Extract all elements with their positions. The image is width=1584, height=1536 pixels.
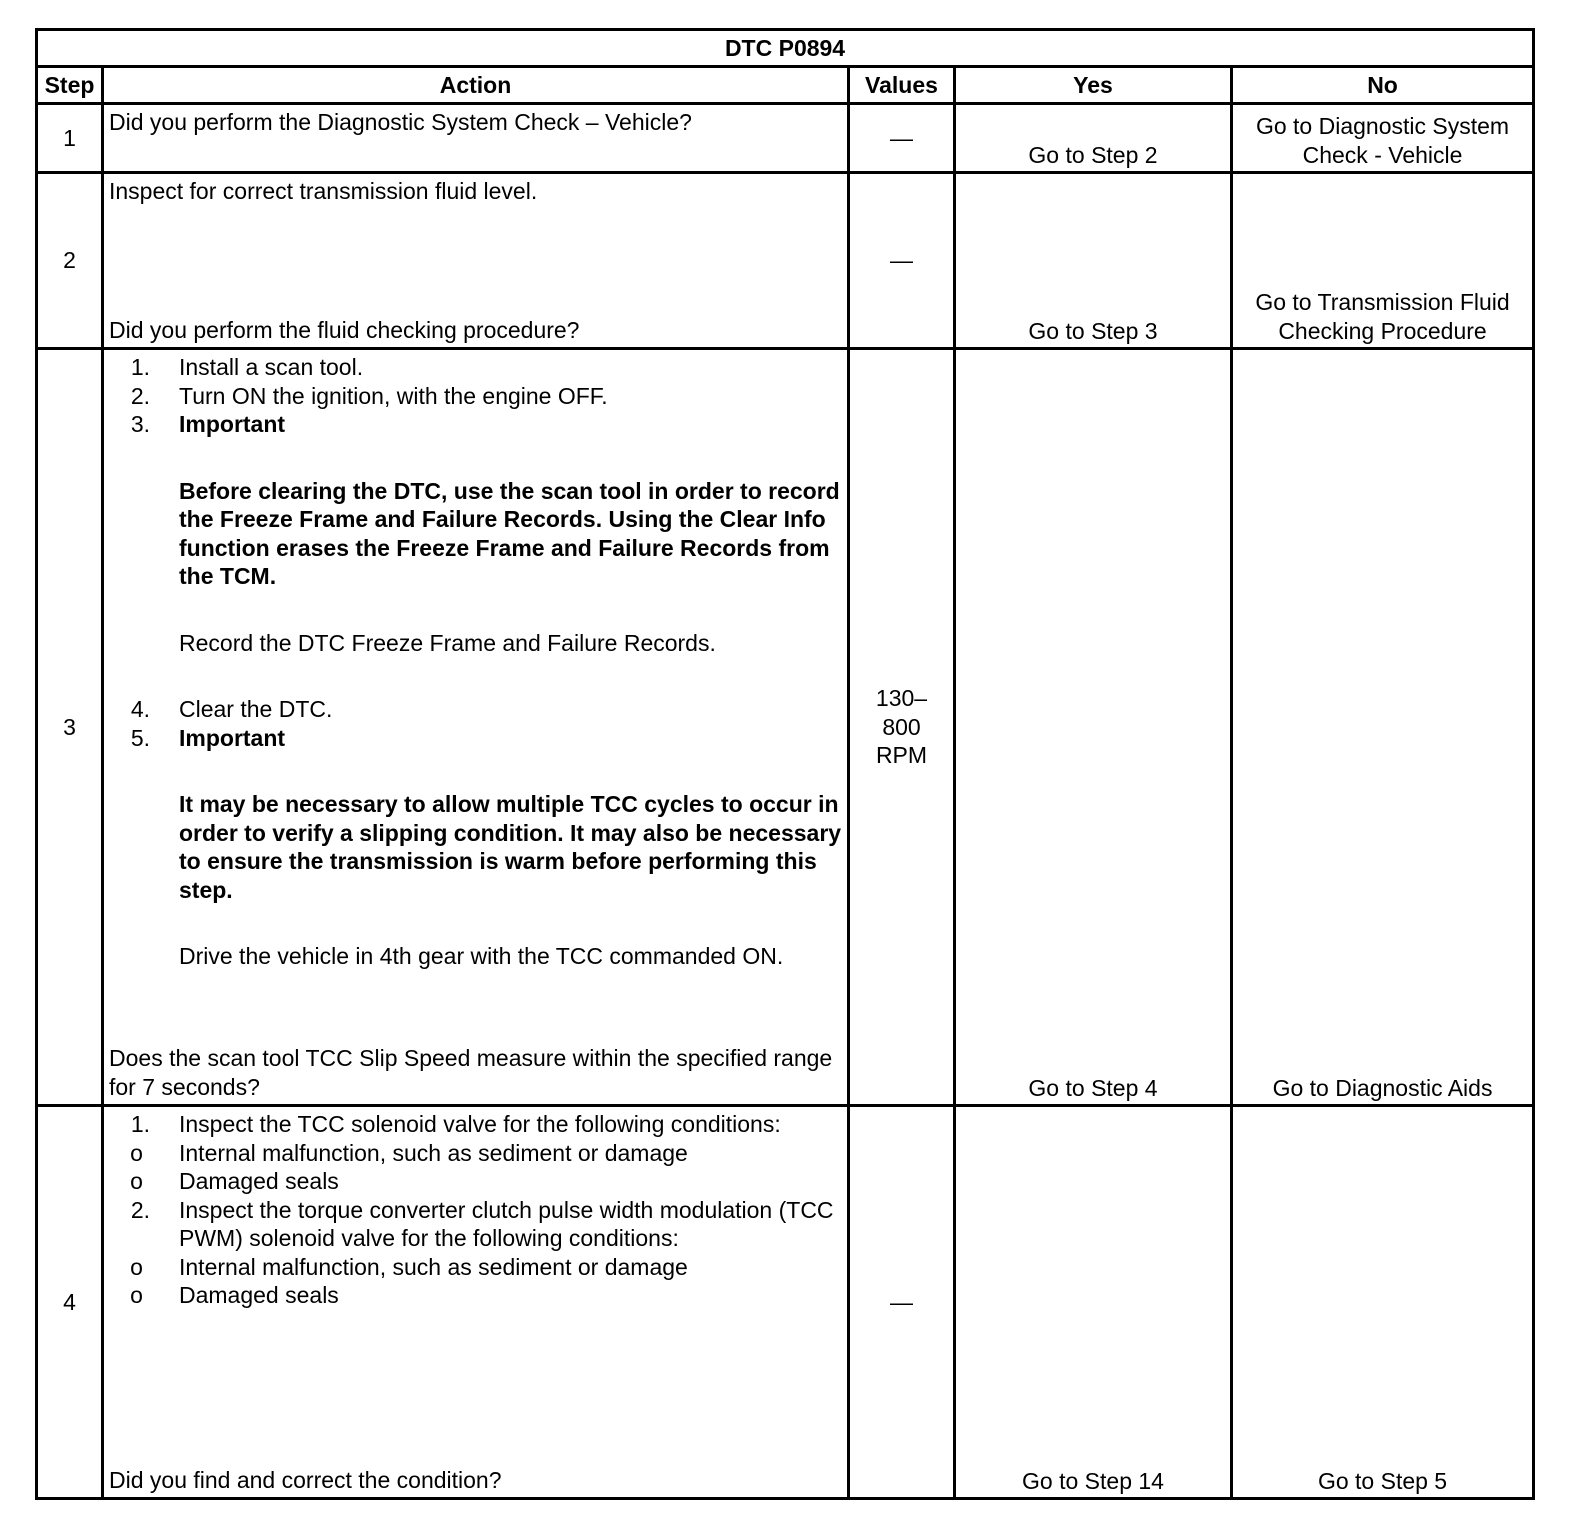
list-item xyxy=(109,1196,843,1310)
item-text: Install a scan tool. xyxy=(179,354,364,380)
item-number: 1. xyxy=(130,1111,150,1137)
no-cell xyxy=(1232,349,1534,1106)
item-text: Clear the DTC. xyxy=(179,696,333,722)
sub-item-text: Internal malfunction, such as sediment or damage xyxy=(179,1253,688,1280)
sub-list-item xyxy=(80,1139,843,1168)
action-question: Does the scan tool TCC Slip Speed measure within the specified range for 7 seconds? xyxy=(109,1045,833,1100)
list-item xyxy=(109,695,843,724)
sub-list xyxy=(80,1139,843,1196)
list-item xyxy=(109,353,843,382)
step-number: 1 xyxy=(37,104,103,173)
sub-list-item xyxy=(80,1167,843,1196)
values-cell: 130– 800 RPM xyxy=(849,349,955,1106)
table-row xyxy=(37,173,1534,349)
step-number: 4 xyxy=(37,1106,103,1499)
important-heading: Important xyxy=(179,724,286,751)
values-cell: — xyxy=(849,104,955,173)
list-item xyxy=(109,1110,843,1196)
no-cell xyxy=(1232,1106,1534,1499)
item-text: Drive the vehicle in 4th gear with the TCC commanded ON. xyxy=(179,943,784,969)
yes-cell xyxy=(955,349,1232,1106)
no-action: Go to Diagnostic Aids xyxy=(1272,1074,1493,1101)
list-item xyxy=(109,382,843,411)
item-text: Turn ON the ignition, with the engine OFF. xyxy=(179,382,608,409)
action-question: Did you perform the fluid checking procedure? xyxy=(109,316,580,343)
header-no: No xyxy=(1232,67,1534,104)
action-cell xyxy=(103,173,849,349)
header-row xyxy=(37,67,1534,104)
item-number: 2. xyxy=(130,1196,150,1223)
action-question: Did you perform the Diagnostic System Check – Vehicle? xyxy=(109,109,692,135)
no-cell xyxy=(1232,104,1534,173)
sub-list xyxy=(80,1253,843,1310)
action-intro: Inspect for correct transmission fluid level. xyxy=(109,178,538,204)
action-question: Did you find and correct the condition? xyxy=(109,1466,502,1493)
important-note: Before clearing the DTC, use the scan tool in order to record the Freeze Frame and Failure Records. Using the Clear Info function erases the Freeze Frame and Failure Records from the TCM. xyxy=(179,477,840,589)
action-steps xyxy=(109,1110,843,1310)
values-cell: — xyxy=(849,1106,955,1499)
important-heading: Important xyxy=(179,411,286,437)
no-action: Go to Step 5 xyxy=(1317,1467,1448,1494)
values-cell: — xyxy=(849,173,955,349)
item-text: Inspect the torque converter clutch pulse width modulation (TCC PWM) solenoid valve for the following conditions: xyxy=(179,1196,834,1251)
important-note: It may be necessary to allow multiple TCC cycles to occur in order to verify a slipping condition. It may also be necessary to ensure the transmission is warm before performing this step. xyxy=(179,791,842,903)
list-item xyxy=(109,724,843,971)
sub-item-text: Damaged seals xyxy=(179,1282,339,1308)
header-yes: Yes xyxy=(955,67,1232,104)
bullet-icon: o xyxy=(130,1282,143,1308)
yes-cell xyxy=(955,104,1232,173)
item-number: 5. xyxy=(130,724,150,751)
bullet-icon: o xyxy=(130,1139,143,1166)
step-number: 3 xyxy=(37,349,103,1106)
action-cell xyxy=(103,1106,849,1499)
sub-list-item xyxy=(80,1253,843,1282)
item-number: 1. xyxy=(130,354,150,380)
no-action: Go to Transmission Fluid Checking Procedure xyxy=(1255,289,1510,344)
header-step: Step xyxy=(37,67,103,104)
list-item xyxy=(109,410,843,657)
yes-cell xyxy=(955,1106,1232,1499)
item-text: Record the DTC Freeze Frame and Failure Records. xyxy=(179,629,716,656)
item-number: 2. xyxy=(130,382,150,409)
no-cell xyxy=(1232,173,1534,349)
table-row xyxy=(37,104,1534,173)
action-cell xyxy=(103,104,849,173)
item-text: Inspect the TCC solenoid valve for the following conditions: xyxy=(179,1111,781,1137)
header-action: Action xyxy=(103,67,849,104)
sub-list-item xyxy=(80,1281,843,1310)
dtc-table xyxy=(35,28,1535,1500)
yes-cell xyxy=(955,173,1232,349)
item-number: 3. xyxy=(130,411,150,437)
table-row xyxy=(37,349,1534,1106)
action-cell xyxy=(103,349,849,1106)
yes-action: Go to Step 14 xyxy=(1022,1467,1164,1494)
no-action: Go to Diagnostic System Check - Vehicle xyxy=(1255,113,1510,168)
item-number: 4. xyxy=(130,696,150,722)
step-number: 2 xyxy=(37,173,103,349)
bullet-icon: o xyxy=(130,1253,143,1280)
action-steps xyxy=(109,353,843,971)
bullet-icon: o xyxy=(130,1168,143,1194)
table-row xyxy=(37,1106,1534,1499)
yes-action: Go to Step 3 xyxy=(1028,317,1158,344)
sub-item-text: Damaged seals xyxy=(179,1168,339,1194)
yes-action: Go to Step 2 xyxy=(1028,141,1158,168)
yes-action: Go to Step 4 xyxy=(1028,1074,1158,1101)
header-values: Values xyxy=(849,67,955,104)
table-title: DTC P0894 xyxy=(37,30,1534,67)
sub-item-text: Internal malfunction, such as sediment or damage xyxy=(179,1139,688,1166)
